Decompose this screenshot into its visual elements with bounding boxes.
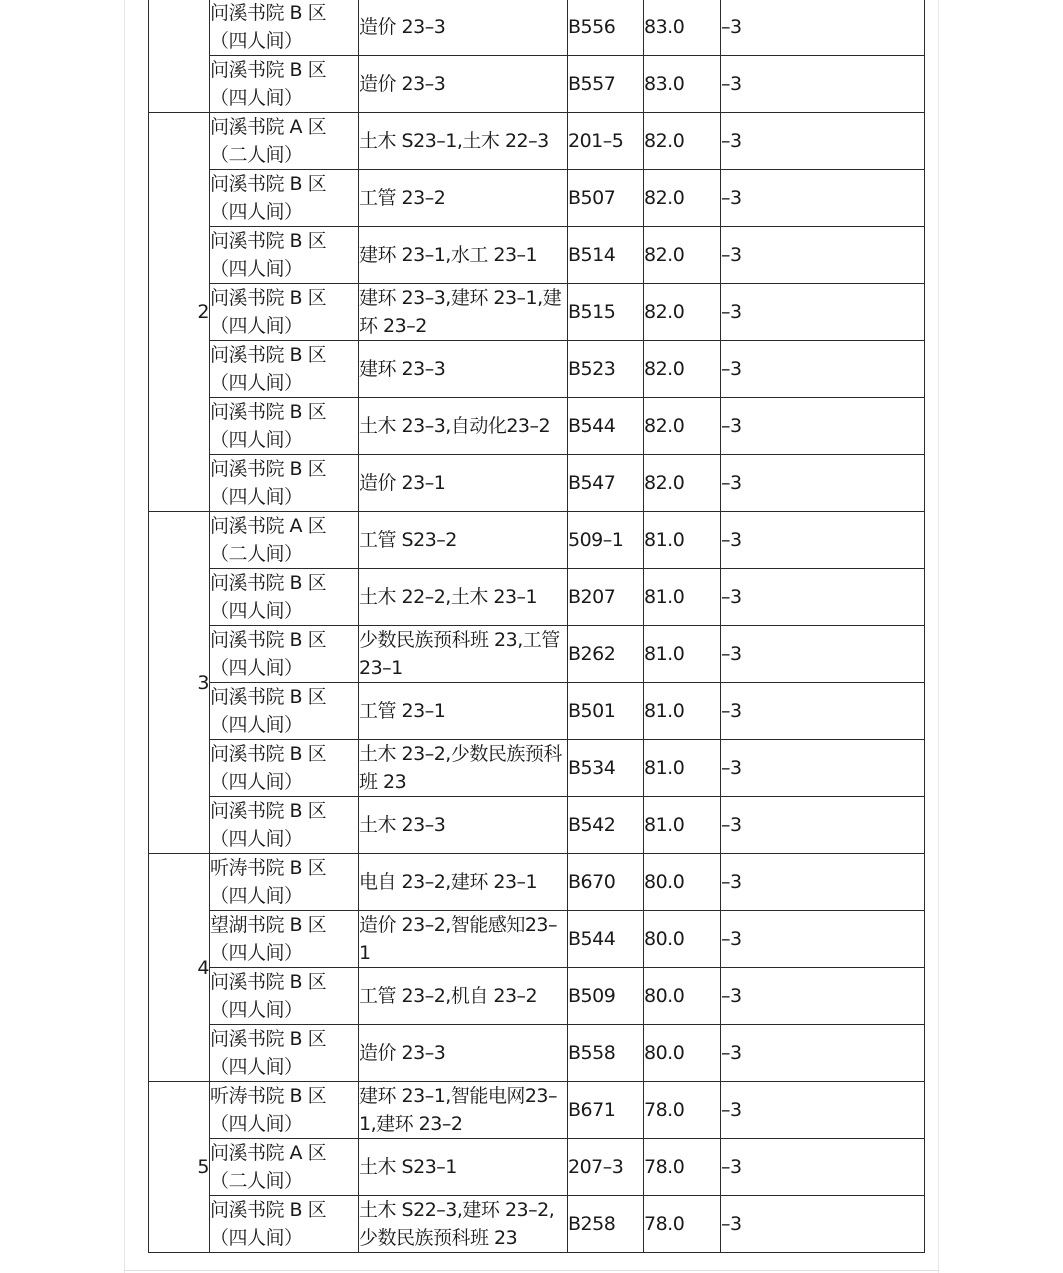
room-type: （四人间） bbox=[210, 429, 303, 451]
dorm-cell bbox=[210, 455, 359, 512]
dorm-name: 望湖书院 B 区 bbox=[210, 914, 327, 936]
dorm-cell bbox=[210, 1025, 359, 1082]
dorm-name: 问溪书院 B 区 bbox=[210, 572, 327, 594]
deduction-cell: –3 bbox=[721, 227, 925, 284]
class-cell: 土木 23–3 bbox=[359, 797, 568, 854]
dorm-cell bbox=[210, 56, 359, 113]
room-number-cell: B514 bbox=[568, 227, 644, 284]
dorm-name: 问溪书院 B 区 bbox=[210, 1028, 327, 1050]
class-cell: 少数民族预科班 23,工管 23–1 bbox=[359, 626, 568, 683]
deduction-cell: –3 bbox=[721, 341, 925, 398]
deduction-cell: –3 bbox=[721, 0, 925, 56]
dorm-cell bbox=[210, 740, 359, 797]
room-type: （四人间） bbox=[210, 315, 303, 337]
class-cell: 土木 23–2,少数民族预科班 23 bbox=[359, 740, 568, 797]
score-cell: 82.0 bbox=[644, 398, 721, 455]
deduction-cell: –3 bbox=[721, 683, 925, 740]
room-number-cell: B556 bbox=[568, 0, 644, 56]
room-number-cell: B542 bbox=[568, 797, 644, 854]
table-row bbox=[149, 1196, 925, 1253]
table-row bbox=[149, 1082, 925, 1139]
class-cell: 工管 23–2 bbox=[359, 170, 568, 227]
class-cell: 工管 23–1 bbox=[359, 683, 568, 740]
score-cell: 78.0 bbox=[644, 1196, 721, 1253]
dorm-cell bbox=[210, 1196, 359, 1253]
page-edge-left bbox=[124, 0, 125, 1273]
table-body bbox=[149, 0, 925, 1253]
class-cell: 土木 S23–1 bbox=[359, 1139, 568, 1196]
deduction-cell: –3 bbox=[721, 740, 925, 797]
page-edge-right bbox=[938, 0, 939, 1273]
dorm-cell bbox=[210, 227, 359, 284]
room-type: （二人间） bbox=[210, 144, 303, 166]
deduction-cell: –3 bbox=[721, 512, 925, 569]
table-row bbox=[149, 854, 925, 911]
score-cell: 78.0 bbox=[644, 1139, 721, 1196]
room-type: （四人间） bbox=[210, 657, 303, 679]
dorm-cell bbox=[210, 341, 359, 398]
class-cell: 建环 23–1,智能电网23–1,建环 23–2 bbox=[359, 1082, 568, 1139]
class-cell: 土木 22–2,土木 23–1 bbox=[359, 569, 568, 626]
dorm-cell bbox=[210, 113, 359, 170]
room-type: （四人间） bbox=[210, 942, 303, 964]
dorm-cell bbox=[210, 284, 359, 341]
table-row bbox=[149, 683, 925, 740]
score-cell: 80.0 bbox=[644, 911, 721, 968]
room-type: （四人间） bbox=[210, 87, 303, 109]
dorm-cell bbox=[210, 683, 359, 740]
deduction-cell: –3 bbox=[721, 284, 925, 341]
room-type: （二人间） bbox=[210, 543, 303, 565]
table-row bbox=[149, 341, 925, 398]
room-type: （四人间） bbox=[210, 600, 303, 622]
room-number-cell: B544 bbox=[568, 911, 644, 968]
class-cell: 土木 23–3,自动化23–2 bbox=[359, 398, 568, 455]
class-cell: 造价 23–1 bbox=[359, 455, 568, 512]
dorm-name: 问溪书院 B 区 bbox=[210, 344, 327, 366]
score-cell: 83.0 bbox=[644, 56, 721, 113]
score-cell: 82.0 bbox=[644, 284, 721, 341]
class-cell: 造价 23–3 bbox=[359, 56, 568, 113]
dorm-name: 听涛书院 B 区 bbox=[210, 857, 327, 879]
deduction-cell: –3 bbox=[721, 569, 925, 626]
table-row bbox=[149, 284, 925, 341]
dorm-cell bbox=[210, 569, 359, 626]
dorm-name: 问溪书院 B 区 bbox=[210, 401, 327, 423]
room-type: （四人间） bbox=[210, 999, 303, 1021]
room-number-cell: B507 bbox=[568, 170, 644, 227]
deduction-cell: –3 bbox=[721, 854, 925, 911]
room-type: （四人间） bbox=[210, 1227, 303, 1249]
score-cell: 81.0 bbox=[644, 569, 721, 626]
dorm-cell bbox=[210, 170, 359, 227]
dorm-cell bbox=[210, 1082, 359, 1139]
class-cell: 造价 23–3 bbox=[359, 0, 568, 56]
room-number-cell: B509 bbox=[568, 968, 644, 1025]
class-cell: 工管 S23–2 bbox=[359, 512, 568, 569]
rank-cell: 5 bbox=[149, 1082, 210, 1253]
deduction-cell: –3 bbox=[721, 1196, 925, 1253]
deduction-cell: –3 bbox=[721, 170, 925, 227]
dorm-name: 问溪书院 B 区 bbox=[210, 800, 327, 822]
dorm-name: 问溪书院 A 区 bbox=[210, 1142, 327, 1164]
deduction-cell: –3 bbox=[721, 113, 925, 170]
score-cell: 81.0 bbox=[644, 512, 721, 569]
table-row bbox=[149, 227, 925, 284]
score-cell: 81.0 bbox=[644, 683, 721, 740]
room-number-cell: 509–1 bbox=[568, 512, 644, 569]
table-row bbox=[149, 740, 925, 797]
dorm-name: 问溪书院 B 区 bbox=[210, 173, 327, 195]
class-cell: 建环 23–3,建环 23–1,建环 23–2 bbox=[359, 284, 568, 341]
deduction-cell: –3 bbox=[721, 398, 925, 455]
class-cell: 建环 23–3 bbox=[359, 341, 568, 398]
class-cell: 造价 23–2,智能感知23–1 bbox=[359, 911, 568, 968]
table-row bbox=[149, 569, 925, 626]
room-type: （四人间） bbox=[210, 828, 303, 850]
table-row bbox=[149, 797, 925, 854]
class-cell: 建环 23–1,水工 23–1 bbox=[359, 227, 568, 284]
room-number-cell: B670 bbox=[568, 854, 644, 911]
rank-cell: 3 bbox=[149, 512, 210, 854]
dorm-cell bbox=[210, 512, 359, 569]
score-cell: 82.0 bbox=[644, 170, 721, 227]
table-row bbox=[149, 1025, 925, 1082]
dorm-cell bbox=[210, 911, 359, 968]
room-number-cell: B547 bbox=[568, 455, 644, 512]
class-cell: 土木 S23–1,土木 22–3 bbox=[359, 113, 568, 170]
dorm-name: 问溪书院 B 区 bbox=[210, 230, 327, 252]
table-row bbox=[149, 455, 925, 512]
dorm-name: 问溪书院 B 区 bbox=[210, 59, 327, 81]
room-number-cell: 201–5 bbox=[568, 113, 644, 170]
score-cell: 82.0 bbox=[644, 455, 721, 512]
class-cell: 造价 23–3 bbox=[359, 1025, 568, 1082]
deduction-cell: –3 bbox=[721, 797, 925, 854]
dorm-name: 听涛书院 B 区 bbox=[210, 1085, 327, 1107]
room-number-cell: B207 bbox=[568, 569, 644, 626]
room-type: （四人间） bbox=[210, 258, 303, 280]
dorm-cell bbox=[210, 854, 359, 911]
score-cell: 81.0 bbox=[644, 740, 721, 797]
room-number-cell: B534 bbox=[568, 740, 644, 797]
room-number-cell: B671 bbox=[568, 1082, 644, 1139]
room-type: （四人间） bbox=[210, 201, 303, 223]
score-cell: 78.0 bbox=[644, 1082, 721, 1139]
room-number-cell: B557 bbox=[568, 56, 644, 113]
score-cell: 81.0 bbox=[644, 626, 721, 683]
table-row bbox=[149, 512, 925, 569]
room-type: （四人间） bbox=[210, 30, 303, 52]
table-row bbox=[149, 56, 925, 113]
table-row bbox=[149, 1139, 925, 1196]
rank-cell: 2 bbox=[149, 113, 210, 512]
room-number-cell: B558 bbox=[568, 1025, 644, 1082]
dorm-name: 问溪书院 B 区 bbox=[210, 287, 327, 309]
dorm-name: 问溪书院 B 区 bbox=[210, 458, 327, 480]
score-cell: 83.0 bbox=[644, 0, 721, 56]
dorm-name: 问溪书院 A 区 bbox=[210, 515, 327, 537]
score-cell: 82.0 bbox=[644, 341, 721, 398]
table-row bbox=[149, 113, 925, 170]
score-cell: 82.0 bbox=[644, 227, 721, 284]
room-number-cell: B544 bbox=[568, 398, 644, 455]
dorm-cell bbox=[210, 398, 359, 455]
table-row bbox=[149, 0, 925, 56]
room-number-cell: B262 bbox=[568, 626, 644, 683]
dorm-name: 问溪书院 B 区 bbox=[210, 743, 327, 765]
table-row bbox=[149, 398, 925, 455]
deduction-cell: –3 bbox=[721, 626, 925, 683]
score-cell: 82.0 bbox=[644, 113, 721, 170]
room-number-cell: B515 bbox=[568, 284, 644, 341]
deduction-cell: –3 bbox=[721, 455, 925, 512]
dorm-name: 问溪书院 B 区 bbox=[210, 2, 327, 24]
deduction-cell: –3 bbox=[721, 1139, 925, 1196]
page-bottom-edge bbox=[124, 1270, 939, 1271]
room-type: （四人间） bbox=[210, 771, 303, 793]
score-cell: 80.0 bbox=[644, 968, 721, 1025]
deduction-cell: –3 bbox=[721, 1025, 925, 1082]
rank-cell bbox=[149, 0, 210, 113]
room-type: （四人间） bbox=[210, 714, 303, 736]
deduction-cell: –3 bbox=[721, 968, 925, 1025]
room-type: （二人间） bbox=[210, 1170, 303, 1192]
dorm-cell bbox=[210, 968, 359, 1025]
dorm-name: 问溪书院 B 区 bbox=[210, 1199, 327, 1221]
deduction-cell: –3 bbox=[721, 1082, 925, 1139]
score-cell: 80.0 bbox=[644, 1025, 721, 1082]
deduction-cell: –3 bbox=[721, 911, 925, 968]
dorm-name: 问溪书院 B 区 bbox=[210, 629, 327, 651]
dorm-name: 问溪书院 B 区 bbox=[210, 971, 327, 993]
room-number-cell: B501 bbox=[568, 683, 644, 740]
room-type: （四人间） bbox=[210, 372, 303, 394]
room-type: （四人间） bbox=[210, 486, 303, 508]
class-cell: 工管 23–2,机自 23–2 bbox=[359, 968, 568, 1025]
score-cell: 81.0 bbox=[644, 797, 721, 854]
table-row bbox=[149, 170, 925, 227]
dorm-name: 问溪书院 B 区 bbox=[210, 686, 327, 708]
room-number-cell: 207–3 bbox=[568, 1139, 644, 1196]
dorm-name: 问溪书院 A 区 bbox=[210, 116, 327, 138]
room-number-cell: B258 bbox=[568, 1196, 644, 1253]
room-type: （四人间） bbox=[210, 1056, 303, 1078]
deduction-cell: –3 bbox=[721, 56, 925, 113]
room-number-cell: B523 bbox=[568, 341, 644, 398]
score-cell: 80.0 bbox=[644, 854, 721, 911]
table-row bbox=[149, 911, 925, 968]
dorm-cell bbox=[210, 797, 359, 854]
dorm-score-table bbox=[148, 0, 925, 1253]
room-type: （四人间） bbox=[210, 885, 303, 907]
dorm-cell bbox=[210, 1139, 359, 1196]
table-row bbox=[149, 968, 925, 1025]
class-cell: 土木 S22–3,建环 23–2,少数民族预科班 23 bbox=[359, 1196, 568, 1253]
rank-cell: 4 bbox=[149, 854, 210, 1082]
room-type: （四人间） bbox=[210, 1113, 303, 1135]
dorm-cell bbox=[210, 626, 359, 683]
table-row bbox=[149, 626, 925, 683]
class-cell: 电自 23–2,建环 23–1 bbox=[359, 854, 568, 911]
dorm-cell bbox=[210, 0, 359, 56]
